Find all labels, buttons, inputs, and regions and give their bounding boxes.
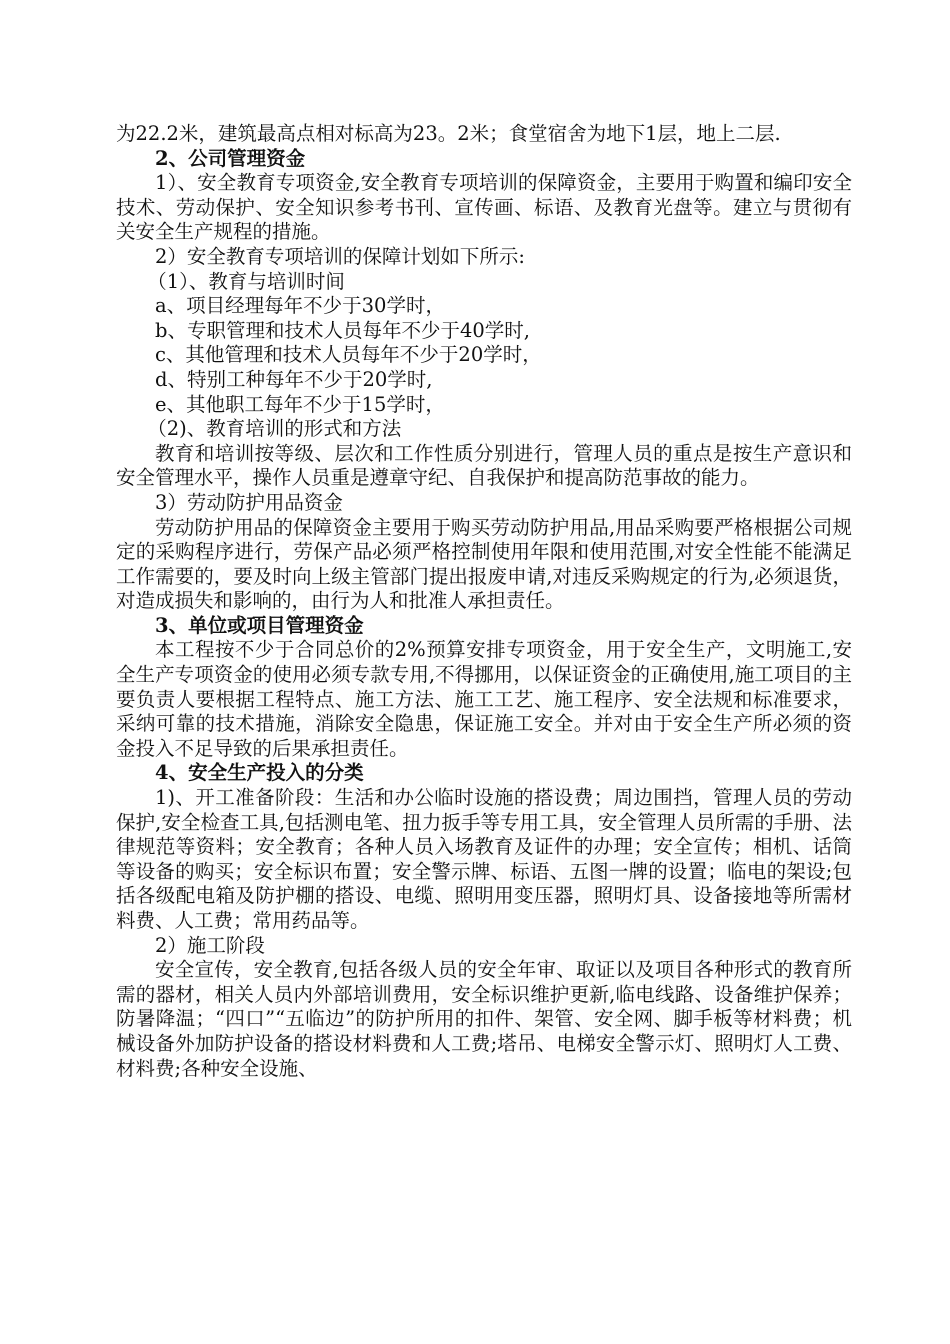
paragraph-protective-equipment-heading: 3）劳动防护用品资金 — [155, 490, 343, 514]
paragraph-training-method-heading: （2)、教育培训的形式和方法 — [147, 417, 402, 441]
list-item-d: d、特别工种每年不少于20学时, — [155, 367, 433, 391]
paragraph-training-time: （1）、教育与培训时间 — [147, 269, 345, 293]
paragraph-training-method: 教育和培训按等级、层次和工作性质分别进行，管理人员的重点是按生产意识和安全管理水平，操作人员重是遵章守纪、自我保护和提高防范事故的能力。 — [116, 441, 852, 490]
paragraph-construction-stage-heading: 2）施工阶段 — [155, 933, 265, 957]
list-item-a: a、项目经理每年不少于30学时， — [155, 294, 445, 318]
paragraph-preparation-stage: 1)、开工准备阶段：生活和办公临时设施的搭设费；周边围挡，管理人员的劳动保护,安全检查工具,包括测电笔、扭力扳手等专用工具，安全管理人员所需的手册、法律规范等资料；安全教育；各种人员入场教育及证件的办理；安全宣传；相机、话筒等设备的购买；安全标识布置；安全警示牌、标语、五图一牌的设置；临电的架设;包括各级配电箱及防护棚的搭设、电缆、照明用变压器，照明灯具、设备接地等所需材料费、人工费；常用药品等。 — [116, 786, 852, 932]
paragraph-construction-stage: 安全宣传，安全教育,包括各级人员的安全年审、取证以及项目各种形式的教育所需的器材，相关人员内外部培训费用，安全标识维护更新,临电线路、设备维护保养；防暑降温；“四口”“五临边”的防护所用的扣件、架管、安全网、脚手板等材料费；机械设备外加防护设备的搭设材料费和人工费;塔吊、电梯安全警示灯、照明灯人工费、材料费;各种安全设施、 — [116, 958, 852, 1080]
document-page — [116, 122, 852, 1081]
paragraph-building-height: 为22.2米，建筑最高点相对标高为23。2米；食堂宿舍为地下1层，地上二层. — [116, 122, 781, 145]
list-item-c: c、其他管理和技术人员每年不少于20学时， — [155, 343, 542, 367]
paragraph-project-funds: 本工程按不少于合同总价的2%预算安排专项资金，用于安全生产，文明施工,安全生产专项资金的使用必须专款专用,不得挪用，以保证资金的正确使用,施工项目的主要负责人要根据工程特点、施工方法、施工工艺、施工程序、安全法规和标准要求，采纳可靠的技术措施，消除安全隐患，保证施工安全。并对由于安全生产所必须的资金投入不足导致的后果承担责任。 — [116, 638, 852, 760]
heading-project-funds: 3、单位或项目管理资金 — [155, 613, 364, 637]
paragraph-safety-education-fund: 1）、安全教育专项资金,安全教育专项培训的保障资金，主要用于购置和编印安全技术、劳动保护、安全知识参考书刊、宣传画、标语、及教育光盘等。建立与贯彻有关安全生产规程的措施。 — [116, 171, 852, 244]
heading-company-funds: 2、公司管理资金 — [155, 146, 306, 170]
heading-investment-categories: 4、安全生产投入的分类 — [155, 761, 364, 785]
list-item-b: b、专职管理和技术人员每年不少于40学时, — [155, 318, 530, 342]
paragraph-training-plan: 2）安全教育专项培训的保障计划如下所示: — [155, 244, 525, 268]
paragraph-protective-equipment: 劳动防护用品的保障资金主要用于购买劳动防护用品,用品采购要严格根据公司规定的采购程序进行，劳保产品必须严格控制使用年限和使用范围,对安全性能不能满足工作需要的，要及时向上级主管部门提出报废申请,对违反采购规定的行为,必须退货，对造成损失和影响的，由行为人和批准人承担责任。 — [116, 515, 852, 613]
list-item-e: e、其他职工每年不少于15学时， — [155, 392, 445, 416]
